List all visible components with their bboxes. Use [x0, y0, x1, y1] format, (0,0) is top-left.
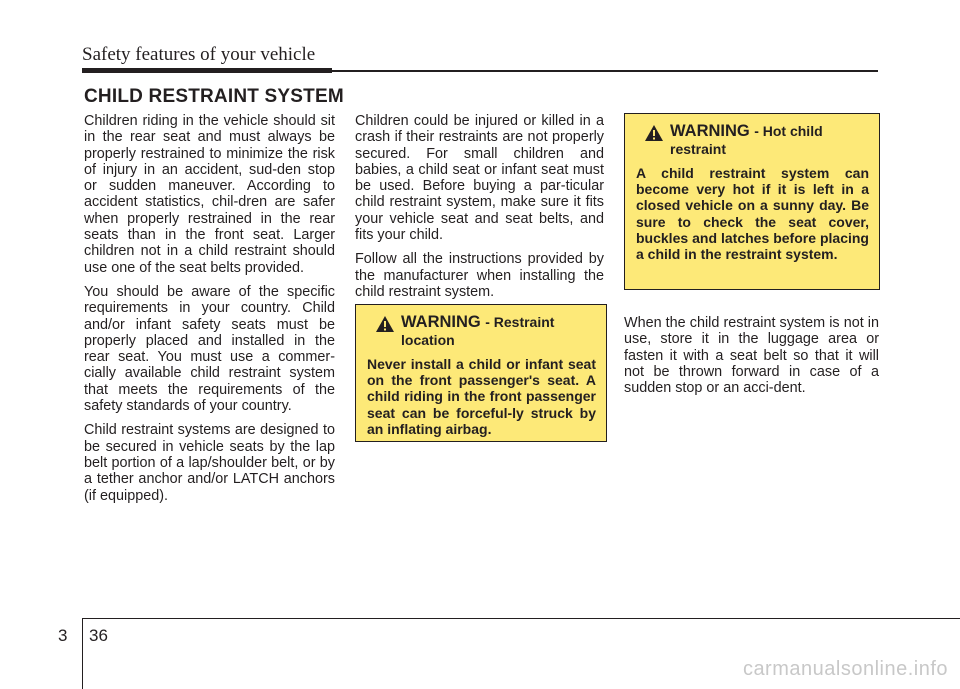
warning-header — [636, 122, 869, 159]
column-left — [84, 113, 335, 512]
warning-triangle-icon — [375, 315, 395, 333]
warning-body: Never install a child or infant seat on the front passenger's seat. A child riding in the front passenger seat can be forceful-ly struck by an inflating airbag. — [367, 356, 596, 437]
paragraph: You should be aware of the specific requirements in your country. Child and/or infant safety seats must be properly placed and installed in the rear seat. You must use a commer-cially available child restraint system that meets the requirements of the safety standards of your country. — [84, 283, 335, 415]
chapter-number: 3 — [58, 626, 68, 645]
paragraph: When the child restraint system is not in use, store it in the luggage area or fasten it with a seat belt so that it will not be thrown forward in case of a sudden stop or an acci-dent. — [624, 315, 879, 397]
paragraph: Children could be injured or killed in a crash if their restraints are not properly secured. For small children and babies, a child seat or infant seat must be used. Before buying a par-ticular child restraint system, make sure it fits your vehicle seat and seat belts, and fits your child. — [355, 113, 604, 244]
warning-subtitle: - Restraint location — [401, 314, 555, 348]
paragraph: Children riding in the vehicle should sit in the rear seat and must always be properly restrained to minimize the risk of injury in an accident, sud-den stop or sudden maneuver. According to accident statistics, chil-dren are safer when properly restrained in the rear seats than in the front seat. Larger children not in a child restraint should use one of the seat belts provided. — [84, 113, 335, 276]
watermark: carmanualsonline.info — [742, 658, 948, 680]
column-middle — [355, 113, 604, 308]
column-right — [624, 315, 879, 404]
warning-word: WARNING — [670, 122, 750, 140]
paragraph: Child restraint systems are designed to be secured in vehicle seats by the lap belt portion of a lap/shoulder belt, or by a tether anchor and/or LATCH anchors (if equipped). — [84, 422, 335, 504]
warning-word: WARNING — [401, 313, 481, 331]
warning-header — [367, 313, 596, 350]
footer-rule — [82, 618, 960, 619]
header-rule-accent — [82, 68, 332, 73]
header-title: Safety features of your vehicle — [82, 44, 316, 65]
paragraph: Follow all the instructions provided by the manufacturer when installing the child restraint system. — [355, 251, 604, 300]
warning-box-restraint-location — [355, 304, 607, 442]
section-title: CHILD RESTRAINT SYSTEM — [84, 86, 344, 107]
warning-body: A child restraint system can become very hot if it is left in a closed vehicle on a sunny day. Be sure to check the seat cover, buckles and latches before placing a child in the restraint system. — [636, 165, 869, 263]
page-number: 36 — [89, 626, 108, 645]
warning-triangle-icon — [644, 124, 664, 142]
footer-divider — [82, 618, 83, 689]
warning-subtitle: - Hot child restraint — [670, 123, 823, 157]
warning-box-hot-child-restraint — [624, 113, 880, 290]
